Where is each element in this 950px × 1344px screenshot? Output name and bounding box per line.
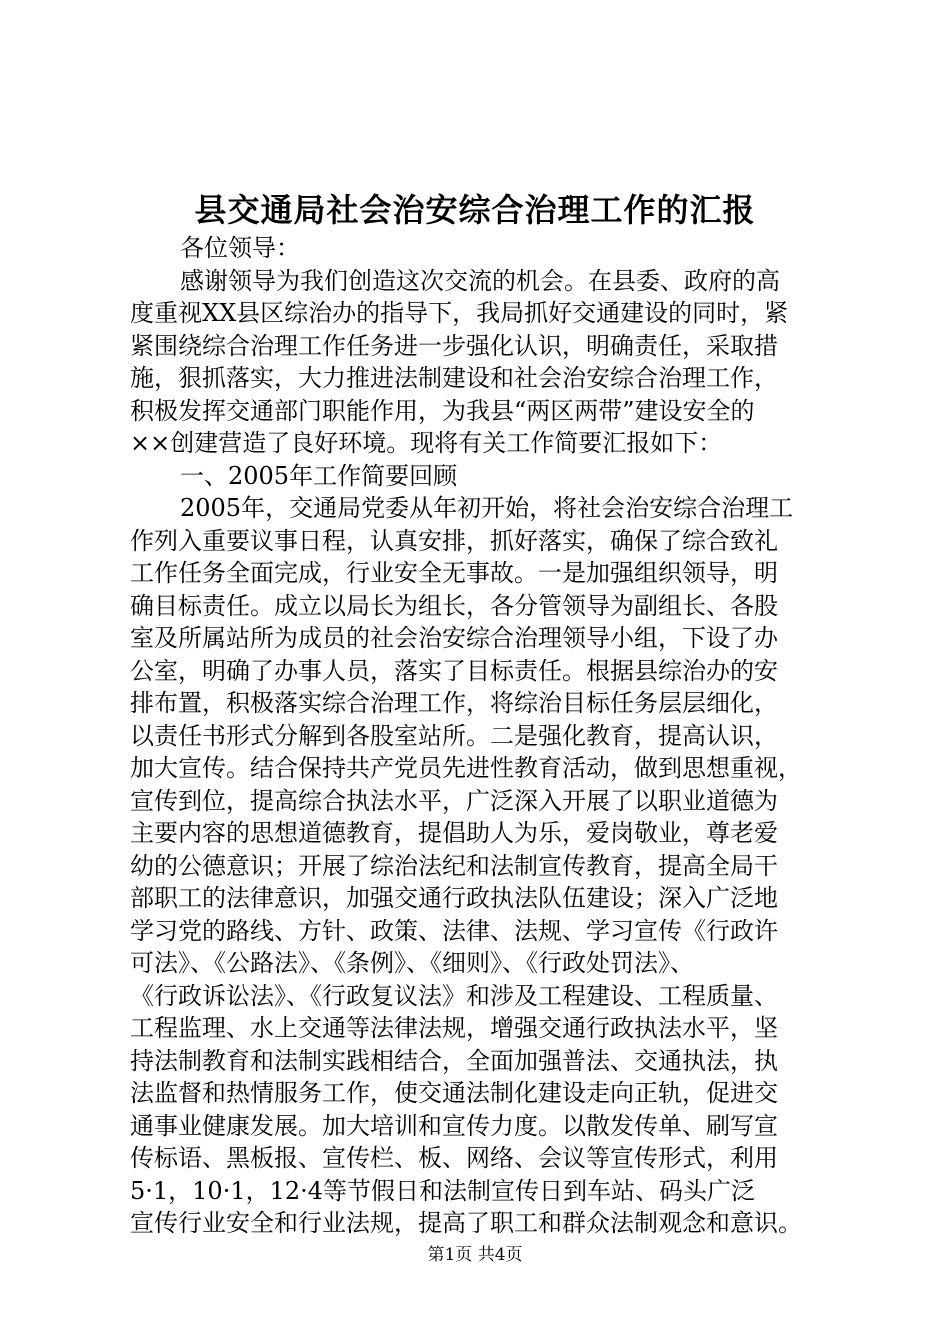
body-text-line: 公室，明确了办事人员，落实了目标责任。根据县综治办的安 <box>130 656 778 685</box>
body-text-line: 通事业健康发展。加大培训和宣传力度。以散发传单、刷写宣 <box>130 1111 778 1140</box>
body-text-line: 法监督和热情服务工作，使交通法制化建设走向正轨，促进交 <box>130 1079 778 1107</box>
body-text-line: 一、2005年工作简要回顾 <box>180 461 458 490</box>
body-text-line: 5·1，10·1，12·4等节假日和法制宣传日到车站、码头广泛 <box>130 1176 756 1205</box>
body-text-line: 持法制教育和法制实践相结合，全面加强普法、交通执法，执 <box>130 1046 778 1075</box>
body-text-line: 以责任书形式分解到各股室站所。二是强化教育，提高认识， <box>130 721 778 750</box>
body-text-line: 2005年，交通局党委从年初开始，将社会治安综合治理工 <box>180 494 794 522</box>
body-text-line: 工作任务全面完成，行业安全无事故。一是加强组织领导，明 <box>130 559 778 587</box>
body-text-line: ××创建营造了良好环境。现将有关工作简要汇报如下： <box>130 429 723 457</box>
body-text-line: 排布置，积极落实综合治理工作，将综治目标任务层层细化， <box>130 689 778 717</box>
document-body <box>130 232 830 1240</box>
body-text-line: 加大宣传。结合保持共产党员先进性教育活动，做到思想重视， <box>130 754 802 782</box>
body-text-line: 主要内容的思想道德教育，提倡助人为乐，爱岗敬业，尊老爱 <box>130 819 778 847</box>
body-text-line: 工程监理、水上交通等法律法规，增强交通行政执法水平，坚 <box>130 1014 778 1042</box>
body-text-line: 作列入重要议事日程，认真安排，抓好落实，确保了综合致礼 <box>130 526 778 555</box>
document-title: 县交通局社会治安综合治理工作的汇报 <box>194 191 756 229</box>
body-text-line: 可法》、《公路法》、《条例》、《细则》、《行政处罚法》、 <box>130 949 694 977</box>
body-text-line: 学习党的路线、方针、政策、法律、法规、学习宣传《行政许 <box>130 916 778 945</box>
body-text-line: 各位领导： <box>180 234 300 262</box>
body-text-line: 宣传到位，提高综合执法水平，广泛深入开展了以职业道德为 <box>130 786 778 815</box>
body-text-line: 《行政诉讼法》、《行政复议法》和涉及工程建设、工程质量、 <box>130 981 778 1010</box>
body-text-line: 部职工的法律意识，加强交通行政执法队伍建设；深入广泛地 <box>130 884 778 912</box>
body-text-line: 幼的公德意识；开展了综治法纪和法制宣传教育，提高全局干 <box>130 851 778 880</box>
body-text-line: 施，狠抓落实，大力推进法制建设和社会治安综合治理工作， <box>130 364 778 392</box>
body-text-line: 确目标责任。成立以局长为组长，各分管领导为副组长、各股 <box>130 591 778 620</box>
body-text-line: 传标语、黑板报、宣传栏、板、网络、会议等宣传形式，利用 <box>130 1144 778 1172</box>
body-text-line: 感谢领导为我们创造这次交流的机会。在县委、政府的高 <box>180 266 780 295</box>
body-text-line: 积极发挥交通部门职能作用，为我县“两区两带”建设安全的 <box>130 396 755 425</box>
body-text-line: 宣传行业安全和行业法规，提高了职工和群众法制观念和意识。 <box>130 1209 802 1237</box>
page-footer: 第1页 共4页 <box>427 1245 523 1265</box>
body-text-line: 紧围绕综合治理工作任务进一步强化认识，明确责任，采取措 <box>130 331 778 360</box>
body-text-line: 度重视XX县区综治办的指导下，我局抓好交通建设的同时，紧 <box>130 299 789 327</box>
body-text-line: 室及所属站所为成员的社会治安综合治理领导小组，下设了办 <box>130 624 778 652</box>
